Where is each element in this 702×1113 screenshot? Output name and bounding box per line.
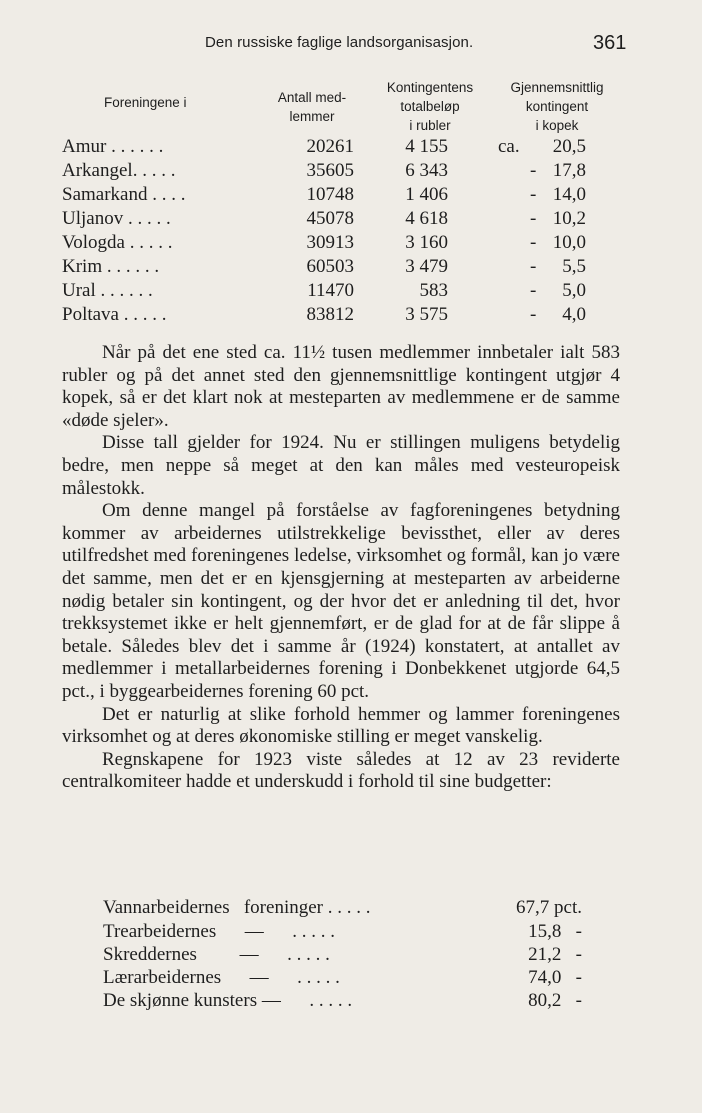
row-prefix: - (530, 256, 537, 277)
row-name: Samarkand . . . . (62, 184, 186, 205)
row-total: 4 155 (405, 136, 448, 157)
row-total: 3 160 (405, 232, 448, 253)
list-label: Skreddernes — . . . . . (103, 944, 330, 965)
list-value: 15,8 - (528, 921, 582, 942)
row-members: 10748 (306, 184, 354, 205)
row-average: 4,0 (562, 304, 586, 325)
row-name: Ural . . . . . . (62, 280, 153, 301)
row-prefix: ca. (498, 136, 520, 157)
list-item (0, 990, 702, 1014)
table-row (0, 304, 702, 328)
paragraph: Det er naturlig at slike forhold hemmer og lammer foreningenes virksomhet og at deres økonomiske stilling er meget vanskelig. (62, 703, 620, 748)
paragraph: Om denne mangel på forståelse av fagforeningenes betydning kommer av arbeidernes utilstrekkelige bevissthet, eller av deres utilfredshet med foreningenes ledelse, virksomhet og formål, kan jo være det samme, men det er en kjensgjerning at mesteparten av arbeiderne nødig betaler sin kontingent, og der hvor det er anledning til det, hvor trekksystemet ikke er helt gjennemført, er de glad for at de får slippe å betale. Således blev det i samme år (1924) konstatert, at antallet av medlemmer i metallarbeidernes forening i Donbekkenet utgjorde 64,5 pct., i byggearbeidernes forening 60 pct. (62, 500, 620, 702)
row-name: Amur . . . . . . (62, 136, 164, 157)
row-name: Vologda . . . . . (62, 232, 173, 253)
table-header-name: Foreningene i (104, 95, 187, 110)
list-label: Trearbeidernes — . . . . . (103, 921, 336, 942)
row-name: Poltava . . . . . (62, 304, 167, 325)
table-row (0, 208, 702, 232)
row-name: Arkangel. . . . . (62, 160, 176, 181)
table-row (0, 184, 702, 208)
row-average: 5,5 (562, 256, 586, 277)
row-prefix: - (530, 232, 537, 253)
list-value: 74,0 - (528, 967, 582, 988)
list-item (0, 921, 702, 945)
list-item (0, 897, 702, 921)
paragraph: Disse tall gjelder for 1924. Nu er stillingen muligens betydelig bedre, men neppe så meget at den kan måles med vesteuropeisk målestokk. (62, 432, 620, 499)
row-members: 35605 (306, 160, 354, 181)
body-text (62, 342, 620, 794)
row-average: 20,5 (552, 136, 586, 157)
page-number: 361 (593, 32, 627, 54)
row-total: 1 406 (405, 184, 448, 205)
row-members: 45078 (306, 208, 354, 229)
list-value: 67,7 pct. (516, 897, 582, 918)
table-header-average: Gjennemsnittlig kontingent i kopek (510, 80, 604, 133)
row-members: 30913 (306, 232, 354, 253)
list-item (0, 944, 702, 968)
list-value: 21,2 - (528, 944, 582, 965)
running-title: Den russiske faglige landsorganisasjon. (205, 34, 474, 51)
row-members: 83812 (306, 304, 354, 325)
row-name: Krim . . . . . . (62, 256, 160, 277)
list-label: Lærarbeidernes — . . . . . (103, 967, 340, 988)
row-prefix: - (530, 304, 537, 325)
row-average: 17,8 (552, 160, 586, 181)
row-total: 4 618 (405, 208, 448, 229)
table-row (0, 280, 702, 304)
row-members: 20261 (306, 136, 354, 157)
row-total: 3 575 (405, 304, 448, 325)
row-average: 14,0 (552, 184, 586, 205)
row-prefix: - (530, 160, 537, 181)
table-row (0, 256, 702, 280)
row-prefix: - (530, 208, 537, 229)
list-label: Vannarbeidernes foreninger . . . . . (103, 897, 371, 918)
row-name: Uljanov . . . . . (62, 208, 171, 229)
row-members: 60503 (306, 256, 354, 277)
paragraph: Regnskapene for 1923 viste således at 12 av 23 reviderte centralkomiteer hadde et underskudd i forhold til sine budgetter: (62, 748, 620, 793)
table-row (0, 136, 702, 160)
table-row (0, 232, 702, 256)
table-row (0, 160, 702, 184)
row-total: 3 479 (405, 256, 448, 277)
row-average: 10,0 (552, 232, 586, 253)
table-header-total: Kontingentens totalbeløp i rubler (386, 80, 474, 133)
row-prefix: - (530, 280, 537, 301)
list-item (0, 967, 702, 991)
row-members: 11470 (307, 280, 354, 301)
table-header-members: Antall med- lemmer (277, 90, 347, 124)
row-average: 10,2 (552, 208, 586, 229)
list-value: 80,2 - (528, 990, 582, 1011)
list-label: De skjønne kunsters — . . . . . (103, 990, 353, 1011)
row-total: 6 343 (405, 160, 448, 181)
paragraph: Når på det ene sted ca. 11½ tusen medlemmer innbetaler ialt 583 rubler og på det annet sted den gjennemsnittlige kontingent utgjør 4 kopek, så er det klart nok at mesteparten av medlemmene er de samme «døde sjeler». (62, 342, 620, 431)
row-average: 5,0 (562, 280, 586, 301)
row-total: 583 (419, 280, 448, 301)
row-prefix: - (530, 184, 537, 205)
